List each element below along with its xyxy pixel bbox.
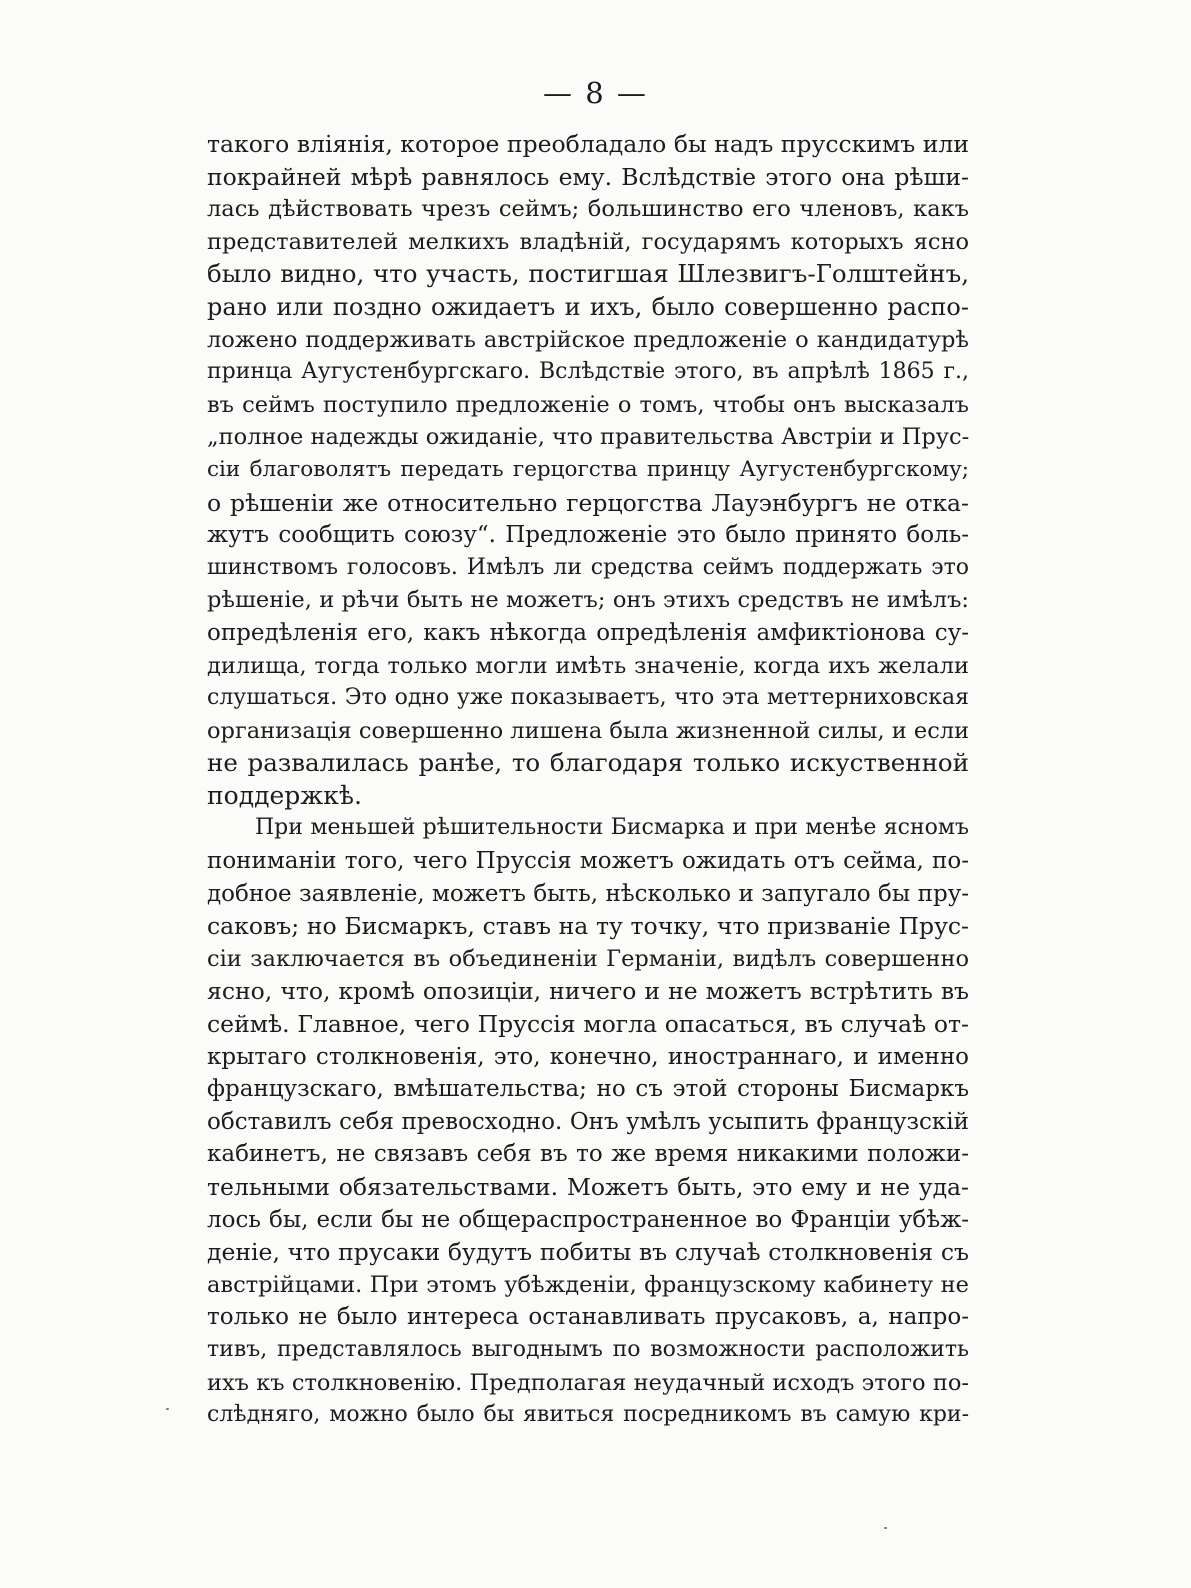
text-line: сеймѣ. Главное, чего Пруссія могла опасаться, въ случаѣ от- <box>207 1010 969 1039</box>
text-line: тельными обязательствами. Можетъ быть, это ему и не уда- <box>207 1173 969 1201</box>
text-line: слѣдняго, можно было бы явиться посредникомъ въ самую кри- <box>207 1402 969 1428</box>
text-line: ложено поддерживать австрійское предложеніе о кандидатурѣ <box>207 326 969 353</box>
text-line: въ сеймъ поступило предложеніе о томъ, чтобы онъ высказалъ <box>207 391 969 418</box>
text-line: сіи заключается въ объединеніи Германіи, видѣлъ совершенно <box>207 945 969 972</box>
text-line: слушаться. Это одно уже показываетъ, что эта меттерниховская <box>207 685 969 711</box>
text-line: французскаго, вмѣшательства; но съ этой стороны Бисмаркъ <box>207 1076 969 1103</box>
text-line: крытаго столкновенія, это, конечно, иностраннаго, и именно <box>207 1043 969 1070</box>
text-line: сіи благоволятъ передать герцогства принцу Аугустенбургскому; <box>207 456 969 482</box>
text-line: „полное надежды ожиданіе, что правительства Австріи и Прус- <box>207 424 969 451</box>
text-line: лось бы, если бы не общераспространенное во Франціи убѣж- <box>207 1206 969 1233</box>
text-line: о рѣшеніи же относительно герцогства Лауэнбургъ не отка- <box>207 488 969 517</box>
text-line: кабинетъ, не связавъ себя въ то же время никакими положи- <box>207 1141 969 1168</box>
text-line: лась дѣйствовать чрезъ сеймъ; большинство его членовъ, какъ <box>207 196 969 223</box>
text-line: рѣшеніе, и рѣчи быть не можетъ; онъ этихъ средствъ не имѣлъ: <box>207 587 969 614</box>
text-line: шинствомъ голосовъ. Имѣлъ ли средства сеймъ поддержать это <box>207 554 969 580</box>
text-line: было видно, что участь, постигшая Шлезвигъ-Голштейнъ, <box>207 259 969 289</box>
text-line: добное заявленіе, можетъ быть, нѣсколько и запугало бы пру- <box>207 880 969 907</box>
text-line: не развалилась ранѣе, то благодаря только искуственной <box>207 748 969 778</box>
page-number: — 8 — <box>543 76 648 110</box>
print-speck <box>166 1408 169 1410</box>
text-line: тивъ, представлялось выгоднымъ по возможности расположить <box>207 1336 969 1362</box>
text-line: При меньшей рѣшительности Бисмарка и при менѣе ясномъ <box>255 815 969 841</box>
text-line: саковъ; но Бисмаркъ, ставъ на ту точку, что призваніе Прус- <box>207 912 969 941</box>
text-line: пониманіи того, чего Пруссія можетъ ожидать отъ сейма, по- <box>207 848 969 875</box>
text-line: обставилъ себя превосходно. Онъ умѣлъ усыпить французскій <box>207 1108 969 1135</box>
text-line: опредѣленія его, какъ нѣкогда опредѣленія амфиктіонова су- <box>207 619 969 646</box>
text-line: покрайней мѣрѣ равнялось ему. Вслѣдствіе этого она рѣши- <box>207 162 969 191</box>
text-line: представителей мелкихъ владѣній, государямъ которыхъ ясно <box>207 228 969 255</box>
text-line: такого вліянія, которое преобладало бы надъ прусскимъ или <box>207 130 969 158</box>
text-line: жутъ сообщить союзу“. Предложеніе это было принято боль- <box>207 522 969 549</box>
body-text <box>207 128 969 1432</box>
paragraph-2 <box>207 812 969 1431</box>
text-line: ясно, что, кромѣ опозиціи, ничего и не можетъ встрѣтить въ <box>207 977 969 1006</box>
text-line: рано или поздно ожидаетъ и ихъ, было совершенно распо- <box>207 292 969 321</box>
text-line: поддержкѣ. <box>207 780 362 810</box>
text-line: принца Аугустенбургскаго. Вслѣдствіе этого, въ апрѣлѣ 1865 г., <box>207 359 969 385</box>
text-line: ихъ къ столкновенію. Предполагая неудачный исходъ этого по- <box>207 1369 969 1396</box>
text-line: дилища, тогда только могли имѣть значеніе, когда ихъ желали <box>207 652 969 679</box>
text-line: только не было интереса останавливать прусаковъ, а, напро- <box>207 1304 969 1331</box>
paragraph-1 <box>207 128 969 812</box>
text-line: австрійцами. При этомъ убѣжденіи, французскому кабинету не <box>207 1271 969 1298</box>
text-line: деніе, что прусаки будутъ побиты въ случаѣ столкновенія съ <box>207 1238 969 1267</box>
print-speck <box>884 1527 887 1529</box>
text-line: организація совершенно лишена была жизненной силы, и если <box>207 717 969 744</box>
